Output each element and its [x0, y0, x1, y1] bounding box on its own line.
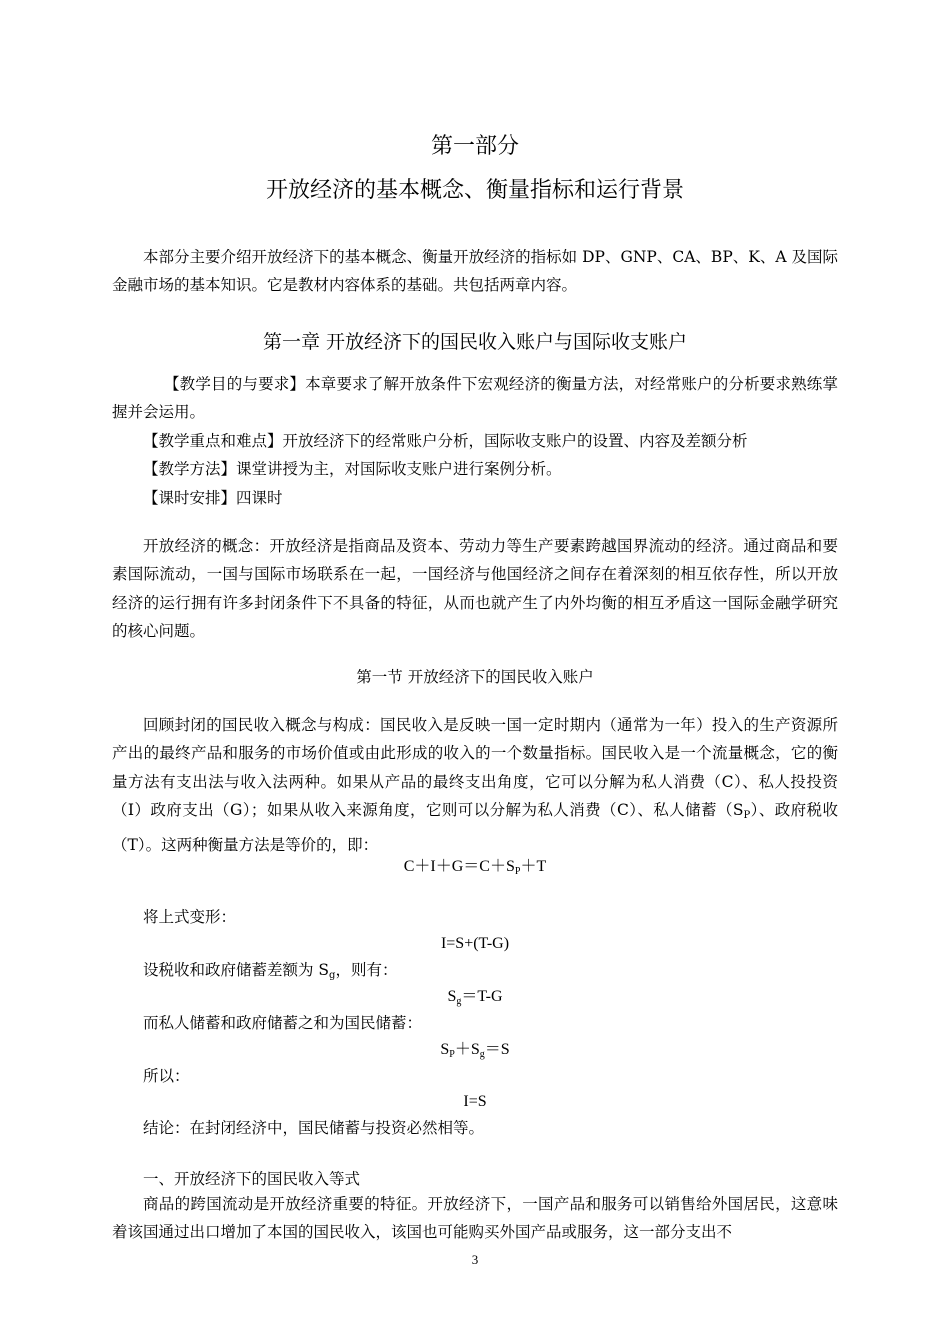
- equation-5: I=S: [463, 1093, 487, 1110]
- teaching-key-points: 【教学重点和难点】开放经济下的经常账户分析，国际收支账户的设置、内容及差额分析: [143, 431, 748, 450]
- part-heading: 第一部分: [430, 134, 519, 159]
- equation-3: [0, 986, 950, 1013]
- review-text: [112, 711, 838, 859]
- equation-1: [0, 856, 950, 883]
- review-paragraph: [112, 711, 838, 859]
- eq1-subscript: P: [514, 866, 521, 877]
- sg-label: [143, 959, 397, 987]
- intro-paragraph: [112, 243, 838, 300]
- sg-label-a: 设税收和政府储蓄差额为 S: [143, 961, 330, 979]
- chapter-requirements: [112, 370, 838, 512]
- concept-text: 开放经济的概念：开放经济是指商品及资本、劳动力等生产要素跨越国界流动的经济。通过商品和要素国际流动，一国与国际市场联系在一起，一国经济与他国经济之间存在着深刻的相互依存性，所以开放经济的运行拥有许多封闭条件下不具备的特征，从而也就产生了内外均衡的相互矛盾这一国际金融学研究的核心问题。: [112, 537, 838, 641]
- sg-label-subscript: g: [329, 970, 336, 981]
- intro-text: 本部分主要介绍开放经济下的基本概念、衡量开放经济的指标如 DP、GNP、CA、BP、K、A 及国际金融市场的基本知识。它是教材内容体系的基础。共包括两章内容。: [112, 248, 838, 295]
- subsection-title: 一、开放经济下的国民收入等式: [143, 1170, 361, 1188]
- national-saving-label: 而私人储蓄和政府储蓄之和为国民储蓄：: [143, 1014, 423, 1032]
- concept-paragraph: [112, 532, 838, 646]
- therefore-label: 所以：: [143, 1067, 190, 1085]
- eq3-part-b: ＝T-G: [461, 988, 503, 1005]
- review-tail: ）、政府税收（T）。这两种衡量方法是等价的，即：: [112, 801, 838, 854]
- eq4-part-b: ＋S: [454, 1041, 480, 1058]
- eq3-part-a: S: [447, 988, 457, 1005]
- eq1-part-b: ＋T: [520, 858, 547, 875]
- teaching-schedule: 【课时安排】四课时: [143, 488, 283, 507]
- eq4-subscript-1: P: [449, 1049, 455, 1060]
- eq4-part-c: ＝S: [484, 1041, 510, 1058]
- part-subtitle: 开放经济的基本概念、衡量指标和运行背景: [265, 178, 684, 203]
- page-number: 3: [471, 1252, 479, 1267]
- eq4-part-a: S: [440, 1041, 450, 1058]
- chapter-title: 第一章 开放经济下的国民收入账户与国际收支账户: [262, 331, 688, 353]
- teaching-method: 【教学方法】课堂讲授为主，对国际收支账户进行案例分析。: [143, 460, 562, 479]
- equation-2: I=S+(T-G): [440, 935, 510, 952]
- sg-label-b: ，则有：: [335, 961, 398, 979]
- subsection-paragraph: [112, 1190, 838, 1247]
- section-title: 第一节 开放经济下的国民收入账户: [356, 668, 594, 686]
- review-body: 回顾封闭的国民收入概念与构成：国民收入是反映一国一定时期内（通常为一年）投入的生产资源所产出的最终产品和服务的市场价值或由此形成的收入的一个数量指标。国民收入是一个流量概念，它的衡量方法有支出法与收入法两种。如果从产品的最终支出角度，它可以分解为私人消费（C）、私人投投资（I）政府支出（G）；如果从收入来源角度，它则可以分解为私人消费（C）、私人储蓄（S: [112, 716, 838, 820]
- equation-4: [0, 1039, 950, 1066]
- eq3-subscript: g: [456, 996, 462, 1007]
- eq1-part-a: C＋I＋G＝C＋S: [403, 858, 515, 875]
- subsection-text: 商品的跨国流动是开放经济重要的特征。开放经济下，一国产品和服务可以销售给外国居民，这意味着该国通过出口增加了本国的国民收入，该国也可能购买外国产品或服务，这一部分支出不: [112, 1195, 838, 1242]
- review-subscript: P: [743, 810, 751, 822]
- teaching-goals: 【教学目的与要求】本章要求了解开放条件下宏观经济的衡量方法，对经常账户的分析要求熟练掌握并会运用。: [112, 375, 838, 422]
- eq4-subscript-2: g: [479, 1049, 485, 1060]
- transform-label: 将上式变形：: [143, 908, 237, 926]
- conclusion-text: 结论：在封闭经济中，国民储蓄与投资必然相等。: [143, 1119, 485, 1137]
